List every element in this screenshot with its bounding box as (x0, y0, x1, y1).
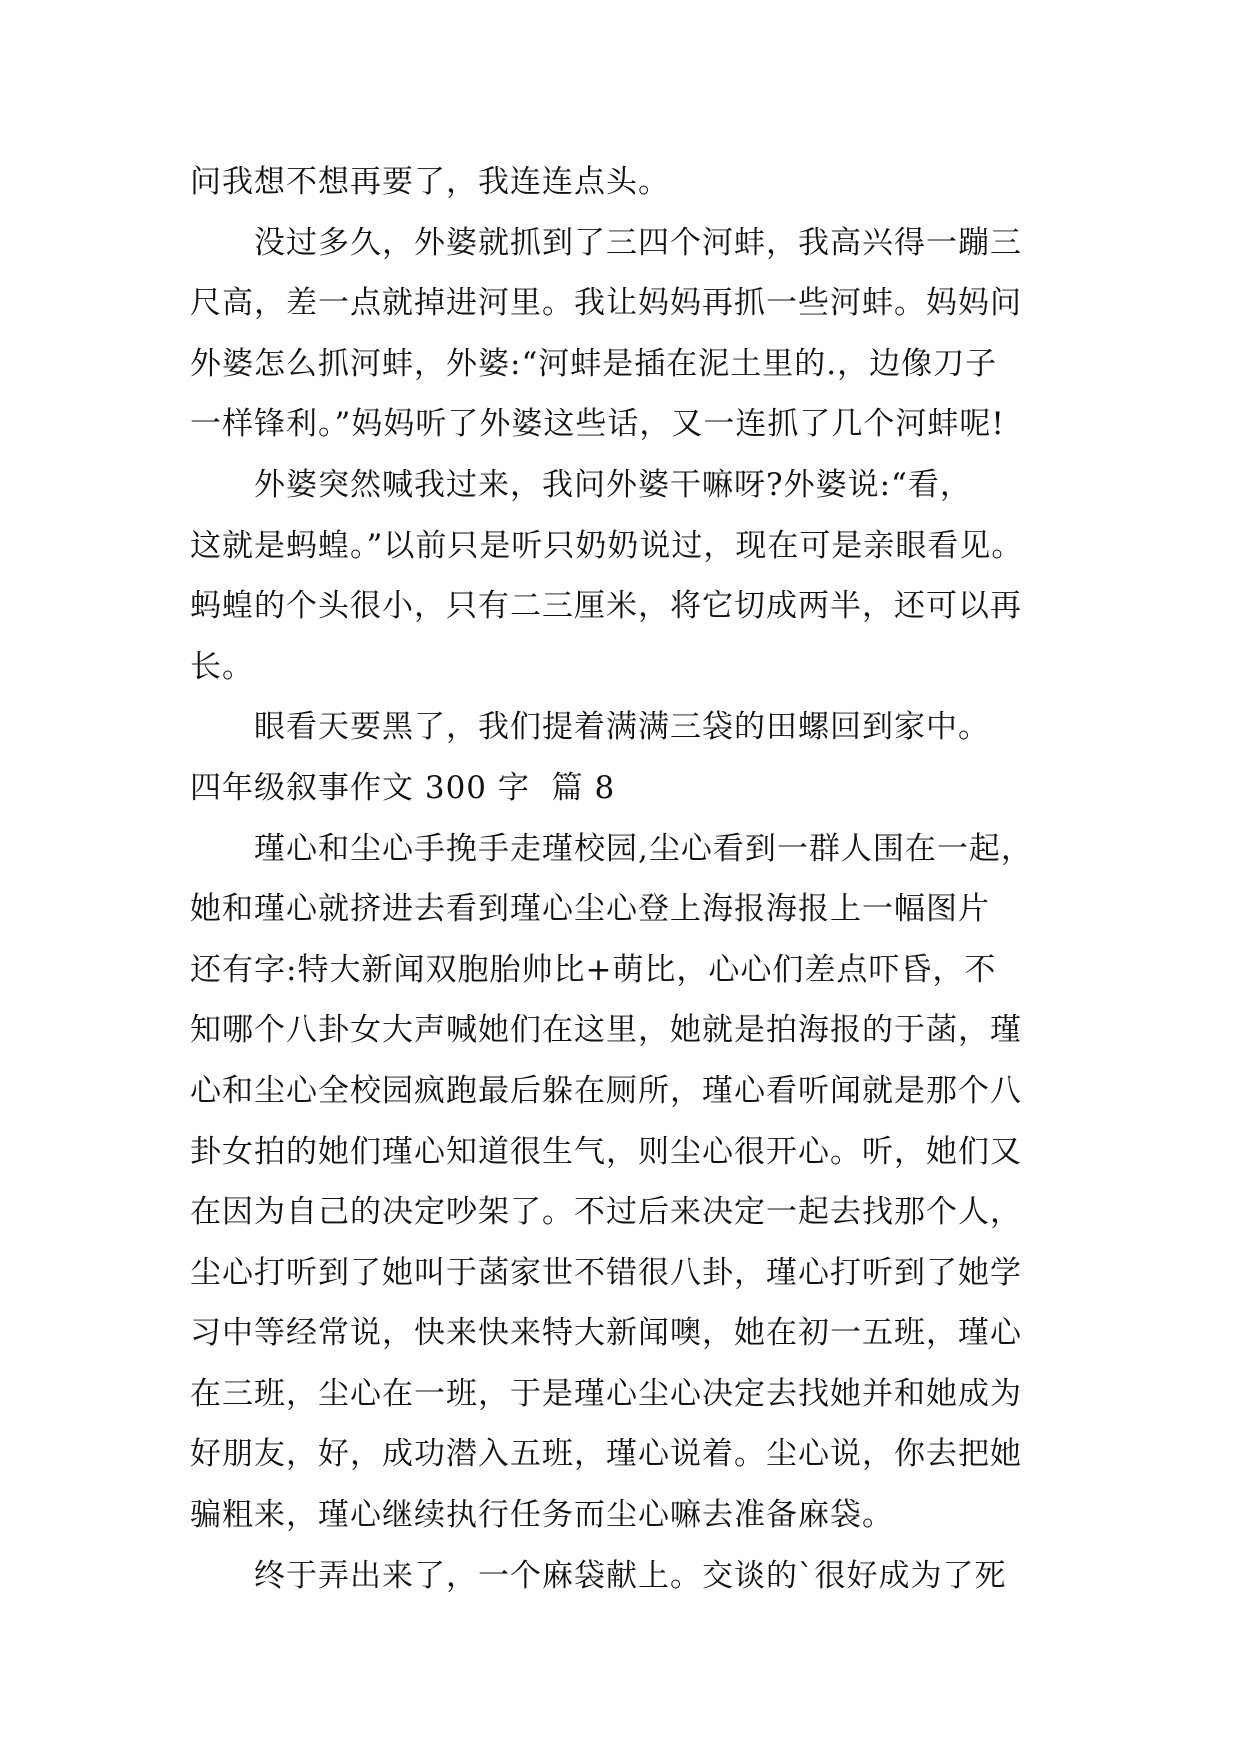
section-heading (190, 758, 1070, 819)
text-line: 尺高，差一点就掉进河里。我让妈妈再抓一些河蚌。妈妈问 (190, 285, 1022, 322)
text-line: 长。 (190, 648, 254, 685)
text-line: 这就是蚂蝗。”以前只是听只奶奶说过，现在可是亲眼看见。 (190, 527, 1024, 564)
document-body (190, 152, 1070, 1606)
text-line: 骗粗来，瑾心继续执行任务而尘心嘛去准备麻袋。 (190, 1497, 894, 1534)
paragraph-story (190, 819, 1070, 1546)
paragraph-leech (190, 455, 1070, 697)
text-line: 卦女拍的她们瑾心知道很生气，则尘心很开心。听，她们又 (190, 1133, 1022, 1170)
paragraph-ending (190, 1546, 1070, 1607)
text-line: 蚂蝗的个头很小，只有二三厘米，将它切成两半，还可以再 (190, 588, 1022, 625)
text-line: 外婆怎么抓河蚌，外婆:“河蚌是插在泥土里的.，边像刀子 (190, 345, 998, 382)
text-line: 没过多久，外婆就抓到了三四个河蚌，我高兴得一蹦三 (254, 224, 1022, 261)
text-line: 外婆突然喊我过来，我问外婆干嘛呀?外婆说:“看， (254, 466, 972, 503)
text-line: 习中等经常说，快来快来特大新闻噢，她在初一五班，瑾心 (190, 1315, 1022, 1352)
text-line: 眼看天要黑了，我们提着满满三袋的田螺回到家中。 (254, 709, 990, 746)
text-line: 在三班，尘心在一班，于是瑾心尘心决定去找她并和她成为 (190, 1375, 1022, 1412)
paragraph-river-mussels (190, 213, 1070, 455)
text-line: 知哪个八卦女大声喊她们在这里，她就是拍海报的于菡，瑾 (190, 1012, 1022, 1049)
text-line: 一样锋利。”妈妈听了外婆这些话，又一连抓了几个河蚌呢! (190, 406, 1005, 443)
text-line: 瑾心和尘心手挽手走瑾校园,尘心看到一群人围在一起， (254, 830, 1033, 867)
text-line: 尘心打听到了她叫于菡家世不错很八卦，瑾心打听到了她学 (190, 1254, 1022, 1291)
text-line: 她和瑾心就挤进去看到瑾心尘心登上海报海报上一幅图片 (190, 891, 990, 928)
text-line: 终于弄出来了，一个麻袋献上。交谈的`很好成为了死 (254, 1557, 1007, 1594)
text-line: 在因为自己的决定吵架了。不过后来决定一起去找那个人， (190, 1194, 1022, 1231)
paragraph-continuation (190, 152, 1070, 213)
text-line: 心和尘心全校园疯跑最后躲在厕所，瑾心看听闻就是那个八 (190, 1072, 1022, 1109)
text-line: 还有字:特大新闻双胞胎帅比+萌比，心心们差点吓昏，不 (190, 951, 997, 988)
text-line: 问我想不想再要了，我连连点头。 (190, 164, 670, 200)
paragraph-going-home (190, 697, 1070, 758)
heading-text: 四年级叙事作文 300 字 篇 8 (190, 769, 616, 806)
text-line: 好朋友，好，成功潜入五班，瑾心说着。尘心说，你去把她 (190, 1436, 1022, 1473)
